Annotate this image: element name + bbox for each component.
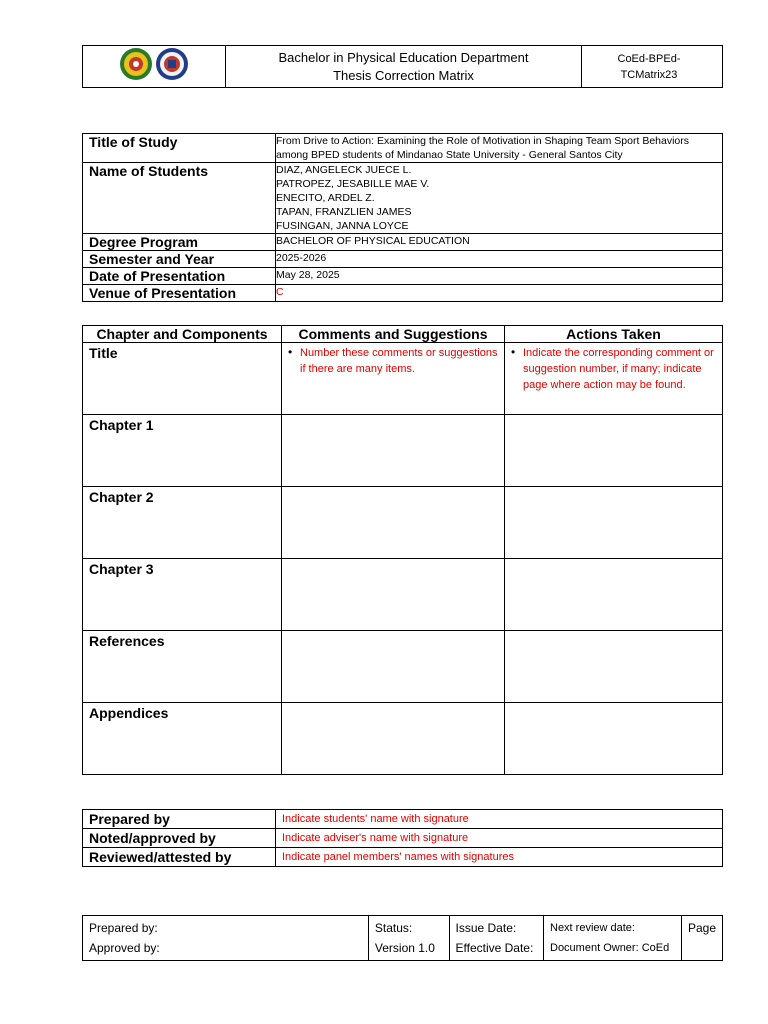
row-label: Appendices xyxy=(83,703,282,775)
date-label: Date of Presentation xyxy=(83,268,276,285)
date-value: May 28, 2025 xyxy=(276,268,723,285)
header-chapter: Chapter and Components xyxy=(83,326,282,343)
comments-cell[interactable] xyxy=(282,415,505,487)
correction-matrix xyxy=(82,325,723,775)
header-actions: Actions Taken xyxy=(505,326,723,343)
footer-page-label: Page xyxy=(687,921,716,935)
footer-prepared: Prepared by: xyxy=(89,921,158,935)
semester-row xyxy=(83,251,723,268)
semester-label: Semester and Year xyxy=(83,251,276,268)
footer-next-review: Next review date: xyxy=(550,922,635,934)
row-label: Title xyxy=(83,343,282,415)
noted-row xyxy=(83,829,723,848)
actions-cell[interactable] xyxy=(505,631,723,703)
row-label: Chapter 3 xyxy=(83,559,282,631)
student-name: FUSINGAN, JANNA LOYCE xyxy=(276,220,409,232)
footer-approved: Approved by: xyxy=(89,941,160,955)
semester-value: 2025-2026 xyxy=(276,251,723,268)
student-name: DIAZ, ANGELECK JUECE L. xyxy=(276,164,412,176)
college-seal-logo xyxy=(156,48,188,80)
matrix-header-row xyxy=(83,326,723,343)
footer-owner: Document Owner: CoEd xyxy=(550,942,670,954)
reviewed-row xyxy=(83,848,723,867)
matrix-row xyxy=(83,559,723,631)
prepared-hint[interactable]: Indicate students' name with signature xyxy=(276,810,723,829)
venue-row xyxy=(83,285,723,302)
code-line-1: CoEd-BPEd- xyxy=(617,52,681,65)
actions-cell[interactable] xyxy=(505,559,723,631)
row-label: Chapter 1 xyxy=(83,415,282,487)
footer-page xyxy=(681,916,722,961)
msu-seal-logo xyxy=(120,48,152,80)
header-comments: Comments and Suggestions xyxy=(282,326,505,343)
actions-cell[interactable] xyxy=(505,487,723,559)
title-line-2: among BPED students of Mindanao State University - General Santos City xyxy=(276,149,623,161)
comments-cell[interactable] xyxy=(282,343,505,415)
title-value xyxy=(276,134,723,163)
comments-cell[interactable] xyxy=(282,559,505,631)
comments-cell[interactable] xyxy=(282,631,505,703)
row-label: References xyxy=(83,631,282,703)
actions-cell[interactable] xyxy=(505,703,723,775)
document-header xyxy=(82,45,723,88)
matrix-row xyxy=(83,487,723,559)
venue-label: Venue of Presentation xyxy=(83,285,276,302)
students-value xyxy=(276,163,723,234)
title-label: Title of Study xyxy=(83,134,276,163)
footer-dates xyxy=(449,916,544,961)
department-title: Bachelor in Physical Education Department xyxy=(278,49,529,65)
footer-prepared-approved xyxy=(83,916,369,961)
reviewed-hint[interactable]: Indicate panel members' names with signatures xyxy=(276,848,723,867)
noted-hint[interactable]: Indicate adviser's name with signature xyxy=(276,829,723,848)
footer-version: Version 1.0 xyxy=(374,941,435,955)
date-row xyxy=(83,268,723,285)
footer-issue-date: Issue Date: xyxy=(455,921,517,935)
noted-label: Noted/approved by xyxy=(83,829,276,848)
title-row xyxy=(83,134,723,163)
reviewed-label: Reviewed/attested by xyxy=(83,848,276,867)
actions-cell[interactable] xyxy=(505,343,723,415)
footer-effective-date: Effective Date: xyxy=(455,941,534,955)
row-label: Chapter 2 xyxy=(83,487,282,559)
study-info-table xyxy=(82,133,723,302)
matrix-row xyxy=(83,415,723,487)
actions-cell[interactable] xyxy=(505,415,723,487)
student-name: PATROPEZ, JESABILLE MAE V. xyxy=(276,178,430,190)
matrix-row xyxy=(83,343,723,415)
action-hint: • Indicate the corresponding comment or suggestion number, if many; indicate page where action may be found. xyxy=(505,343,722,393)
matrix-row xyxy=(83,631,723,703)
comment-hint: • Number these comments or suggestions if there are many items. xyxy=(282,343,504,377)
degree-label: Degree Program xyxy=(83,234,276,251)
footer-status-label: Status: xyxy=(374,921,413,935)
students-label: Name of Students xyxy=(83,163,276,234)
signatures-table xyxy=(82,809,723,867)
document-code xyxy=(582,46,723,88)
comments-cell[interactable] xyxy=(282,487,505,559)
matrix-row xyxy=(83,703,723,775)
matrix-title: Thesis Correction Matrix xyxy=(333,67,474,83)
document-title xyxy=(226,46,582,88)
prepared-label: Prepared by xyxy=(83,810,276,829)
students-row xyxy=(83,163,723,234)
prepared-row xyxy=(83,810,723,829)
degree-row xyxy=(83,234,723,251)
document-footer xyxy=(82,915,723,961)
comments-cell[interactable] xyxy=(282,703,505,775)
university-logos xyxy=(109,46,199,82)
footer-status xyxy=(368,916,449,961)
venue-value: C xyxy=(276,285,723,302)
student-name: TAPAN, FRANZLIEN JAMES xyxy=(276,206,412,218)
footer-review-owner xyxy=(544,916,682,961)
student-name: ENECITO, ARDEL Z. xyxy=(276,192,375,204)
title-line-1: From Drive to Action: Examining the Role of Motivation in Shaping Team Sport Behaviors xyxy=(276,135,690,147)
code-line-2: TCMatrix23 xyxy=(620,68,678,81)
degree-value: BACHELOR OF PHYSICAL EDUCATION xyxy=(276,234,723,251)
logo-cell xyxy=(83,46,226,88)
